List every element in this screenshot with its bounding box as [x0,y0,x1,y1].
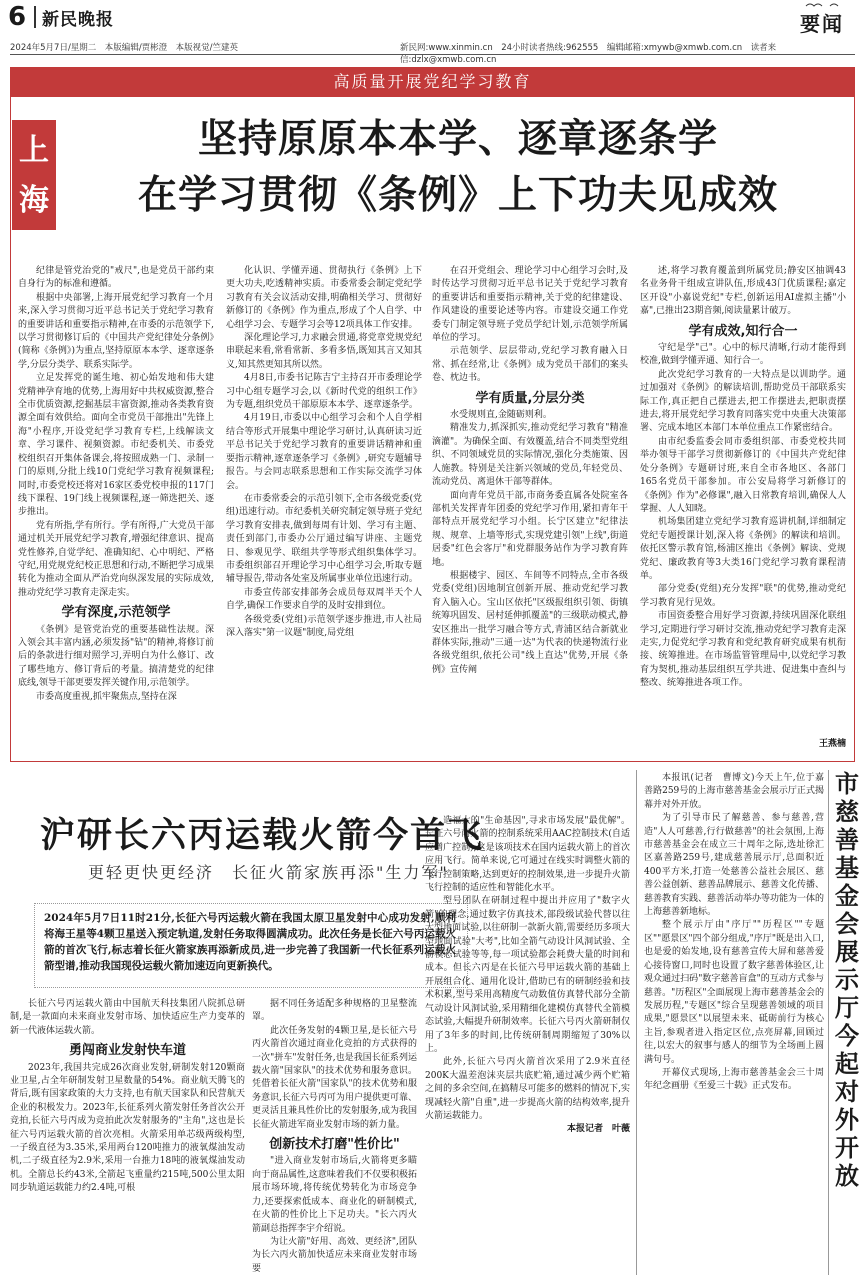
paragraph: 由市纪委监委会同市委组织部、市委党校共同举办领导干部学习贯彻新修订的《中国共产党纪律处分条例》专题研讨班,来自全市各地区、各部门165名党员干部参加。市公安局将学习新修订的《条例》作为"必修课",融入日常教育培训,确保人人掌握、人人知晓。 [640,436,846,514]
story1-column-2 [226,265,422,755]
paragraph: 此次任务发射的4颗卫星,是长征六号丙火箭首次通过商业化竞拍的方式获得的一次"拼车"发射任务,也是我国长征系列运载火箭"国家队"的技术优势和服务意识。凭借着长征火箭"国家队"的技术优势和服务意识,长征六号丙可为用户提供更可靠、更灵活且兼具性价比的发射服务,成为我国长征火箭进军商业发射市场的新力量。 [252,1025,417,1130]
story2-lead: 2024年5月7日11时21分,长征六号丙运载火箭在我国太原卫星发射中心成功发射,顺利将海王星等4颗卫星送入预定轨道,发射任务取得圆满成功。此次任务是长征六号丙运载火箭的首次飞行,标志着长征火箭家族再添新成员,进一步完善了我国新一代长征系列运载火箭型谱,推动我国现役运载火箭加速迈向更新换代。 [44,912,456,972]
paragraph: 本报讯(记者 曹博文)今天上午,位于嘉善路259号的上海市慈善基金会展示厅正式揭幕并对外开放。 [644,773,824,810]
story1-column-1 [18,265,214,755]
paragraph: 党有所指,学有所行。学有所得,广大党员干部通过机关开展党纪学习教育,增强纪律意识、提高党性修养,自觉学纪、准确知纪、心中明纪、严格守纪,用党规党纪校正思想和行动,不断把学习成果转化为推动全面从严治党向纵深发展的实际成效,推动党纪学习教育走深走实。 [18,520,214,598]
paper-name: 新民晚报 [42,10,114,30]
paragraph: 在市委常委会的示范引领下,全市各级党委(党组)迅速行动。市纪委机关研究制定领导班子党纪学习教育安排表,做到每周有计划、学习有主题、责任到部门,市委办公厅通过编写讲座、主题党日、参观见学、联组共学等形式组织集体学习。市委组织部召开理论学习中心组学习会,听取专题辅导报告,带动各处室及所属事业单位迅速行动。 [226,493,422,585]
story1-column-4 [640,265,846,755]
paragraph: 2023年,我国共完成26次商业发射,研制发射120颗商业卫星,占全年研制发射卫星数量的54%。商业航天腾飞的背后,既有国家政策的大力支持,也有航天国家队和民营航天企业的积极发力。2023年,长征系列火箭发射任务首次公开竞拍,长征六号丙成为竞拍此次发射服务的"主角",这也是长征六号丙运载火箭的首次亮相。火箭采用单芯级两级构型,一子级直径为3.35米,采用两台120吨推力的液氧煤油发动机,二子级直径为2.9米,采用一台推力18吨的液氧煤油发动机。全箭总长约43米,全箭起飞重量约215吨,500公里太阳同步轨道运载能力约2.4吨,可根 [10,1062,245,1194]
paragraph: 为让火箭"好用、高效、更经济",团队为长六丙火箭加快适应未来商业发射市场要 [252,1236,417,1274]
header-rule [10,54,855,55]
subhead: 学有深度,示范领学 [61,605,171,621]
meta-contacts: 新民网:www.xinmin.cn 24小时读者热线:962555 编辑邮箱:xmywb@xmwb.com.cn 读者来信:dzlx@xmwb.com.cn [400,43,777,65]
paragraph: 精准发力,抓深抓实,推动党纪学习教育"精准滴灌"。为确保全面、有效覆盖,结合不同类型党组织、不同领域党员的实际情况,强化分类施策、因人施教。特别是关注新兴领域的党员,年轻党员、流动党员、离退休干部等群体。 [432,423,628,488]
subhead: 学有质量,分层分类 [475,390,585,406]
headline-line1: 坚持原原本本学、逐章逐条学 [197,117,718,162]
story2-column-1 [10,998,245,1276]
paragraph: 开幕仪式现场,上海市慈善基金会三十周年纪念画册《至爱三十载》正式发布。 [644,1067,824,1092]
page-number: 6 [8,2,27,32]
story1-headline [68,112,848,224]
paragraph: 面向青年党员干部,市商务委直属各处院室各部机关发挥青年团委的党纪学习作用,紧扣青年干部特点开展党纪学习小组。长宁区建立"纪律法规、规章、上墙等形式,实现党建引领"上线",街道居委"红色会客厅"和党群服务站作为学习教育阵地。 [432,490,628,568]
paragraph: 各级党委(党组)示范领学逐步推进,市人社局深入落实"第一议题"制度,局党组 [226,614,422,638]
paragraph: 市委高度重视,抓牢聚焦点,坚持在深 [36,691,177,702]
headline-line2: 在学习贯彻《条例》上下功夫见成效 [137,173,778,218]
subhead: 勇闯商业发射快车道 [68,1043,186,1059]
paragraph: 水受规则直,金随砺则利。 [450,410,552,421]
paragraph: 市委宣传部安排部务会成员每双周半天个人自学,确保工作要求自学的及时安排到位。 [226,587,422,612]
paragraph: 长征六号丙运载火箭由中国航天科技集团八院抓总研制,是一款面向未来商业发射市场、加快适应生产力变革的新一代液体运载火箭。 [10,999,245,1036]
story1-banner: 高质量开展党纪学习教育 [10,67,855,97]
paragraph: 整个展示厅由"序厅""历程区""专题区""愿景区"四个部分组成,"序厅"既是出入口,也是爱的始发地,设有慈善宣传大屏和慈善爱心接待窗口,同时也设置了数字慈善体验区,让观众通过扫码"数字慈善盲盒"的互动方式参与慈善。"历程区"全面展现上海市慈善基金会的发展历程,"专题区"综合呈现慈善领域的项目成果,"愿景区"以展望未来、砥砺前行为核心主旨,参观者进入指定区位,点亮屏幕,回顾过往,以宏大的叙事与感人的细节为全场画上圆满句号。 [644,920,824,1065]
story2-subtitle: 更轻更快更经济 长征火箭家族再添"生力军" [88,863,449,882]
paragraph: 述,将学习教育覆盖到所属党员;静安区抽调43名业务骨干组成宣讲队伍,形成43门优质课程;嘉定区开设"小嘉说党纪"专栏,创新运用AI虚拟主播"小嘉",已推出23期音频,阅读量累计破万。 [640,266,846,317]
masthead [0,0,865,38]
paragraph: 在召开党组会、理论学习中心组学习会时,及时传达学习贯彻习近平总书记关于党纪学习教育的重要讲话和重要指示精神,关于党的纪律建设、作风建设的重要论述等内容。市建设交通工作党委专门制定领导班子党员学纪计划,示范领学所属单位的学习。 [432,266,628,344]
paragraph: 机场集团建立党纪学习教育巡讲机制,详细制定党纪专题授课计划,深入将《条例》的解读和培训。依托区警示教育馆,杨浦区推出《条例》解读、党规党纪、廉政教育等3大类16门党纪学习教育课程清单。 [640,517,846,581]
paragraph: 根据中央部署,上海开展党纪学习教育一个月来,深入学习贯彻习近平总书记关于党纪学习教育的重要讲话和重要指示精神,在市委的示范领学下,以学习贯彻修订后的《中国共产党纪律处分条例》(简称《条例》)为重点,坚持原原本本学、逐章逐条学,分层分类学、联系实际学。 [18,292,214,370]
section-label: 要闻 [800,12,844,36]
paragraph: 纪律是管党治党的"戒尺",也是党员干部约束自身行为的标准和遵循。 [18,266,214,290]
story2-column-2 [252,998,417,1276]
story3-vertical-headline: 市慈善基金会展示厅今起对外开放 [835,769,859,1190]
story2-column-3 [425,815,630,1276]
paragraph: 此外,长征六号丙火箭首次采用了2.9米直径200K大温差泡沫夹层共底贮箱,通过减少两个贮箱之间的多余空间,在搞精尽可能多的燃料的情况下,实现减轻火箭"自重",进一步提高火箭的结构效率,提升火箭运载能力。 [425,1057,630,1121]
paragraph: 深化理论学习,力求融会贯通,将党章党规党纪串联起来看,常看常新、多看多悟,既知其言又知其义,知其然更知其所以然。 [226,333,422,370]
story2-headline: 沪研长六丙运载火箭今首飞 [40,816,485,856]
paragraph: 为了引导市民了解慈善、参与慈善,营造"人人可慈善,行行做慈善"的社会氛围,上海市慈善基金会在成立三十周年之际,选址徐汇区嘉善路259号,建成慈善展示厅,总面积近400平方米,打造一处慈善公益社会展区、慈善公益创新、慈善品牌展示、慈善文化传播、慈善教育实践、慈善活动举办等功能为一体的上海慈善新地标。 [644,813,824,918]
vertical-divider [828,770,829,1275]
masthead-divider [34,6,36,28]
paragraph: 根据楼宇、园区、车间等不同特点,全市各级党委(党组)因地制宜创新开展、推动党纪学习教育入脑入心。宝山区依托"区级报组织引领、街镇统筹巩固发、居村延伸抓覆盖"的三级联动模式,静安区推出一批学习融合等方式,青浦区结合新就业群体实际,推动"三通一达"为代表的快递物流行业各级党组织,依托公司"线上直达"优势,开展《条例》宣传阐 [432,570,628,675]
paragraph: 部分党委(党组)充分发挥"联"的优势,推动党纪学习教育见行见效。 [640,584,846,608]
story1-column-3 [432,265,628,755]
story1-byline: 王燕楠 [760,738,846,752]
paragraph: 造福大的"生命基因",寻求市场发展"最优解"。长征六号丙火箭的控制系统采用AAC控制技术(自适应增广控制),这是该项技术在国内运载火箭上的首次应用飞行。简单来说,它可通过在线实时调整火箭的飞行控制策略,达到更好的控制效果,进一步提升火箭飞行控制的适应性和智能化水平。 [425,816,630,894]
subhead: 创新技术打磨"性价比" [269,1137,400,1153]
paragraph: 4月8日,市委书记陈吉宁主持召开市委理论学习中心组专题学习会,以《新时代党的组织工作》为专题,组织党员干部原原本本学、逐章逐条学。 [226,373,422,411]
paragraph: 示范领学、层层带动,党纪学习教育融入日常、抓在经常,让《条例》成为党员干部们的案头卷、枕边书。 [432,346,628,384]
paragraph: "进入商业发射市场后,火箭将更多瞄向于商品属性,这意味着我们不仅要积极拓展市场环境,将传统优势转化为市场竞争力,还要探索低成本、商业化的研制模式,在火箭的性价比上下足功夫。"长六丙火箭副总指挥李宇介绍说。 [252,1156,417,1234]
paragraph: 4月19日,市委以中心组学习会和个人自学相结合等形式开展集中理论学习研讨,认真研读习近平总书记关于党纪学习教育的重要讲话精神和重要指示精神,逐章逐条学习《条例》,研究专题辅导报告。与会同志联系思想和工作实际交流学习体会。 [226,413,422,491]
column-divider [636,770,637,1275]
paragraph: 据不同任务适配多种规格的卫星整流罩。 [252,999,417,1023]
paragraph: 市国资委整合用好学习资源,持续巩固深化联组学习,定期进行学习研讨交流,推动党纪学习教育走深走实,力促党纪学习教育和党纪教育研究成果有机衔接、统筹推进。在市场监管管理局中,以党纪学习教育为契机,推动基层组织互学共进、促进集中查纠与整改、统筹推进各项工作。 [640,611,846,689]
meta-line: 2024年5月7日/星期二 本版编辑/贾彬澄 本版视觉/竺建英 [10,43,239,53]
subhead: 学有成效,知行合一 [688,323,798,339]
story3-column [644,772,824,1276]
paragraph: 《条例》是管党治党的重要基础性法规。深入领会其丰富内涵,必须发扬"钻"的精神,将修订前后的条款进行细对照学习,弄明白为什么修订、改了哪些地方、修订背后的考量。搞清楚党的纪律底线,领导干部更要发挥关键作用,示范领学。 [18,624,214,689]
paragraph: 型号团队在研制过程中提出并应用了"数字火箭"的理念,通过数字仿真技术,部段级试验代替以往大型地面试验,以往研制一款新火箭,需要经历多项大型地面试验"大考",比如全箭气动设计风洞试验、全箭模态试验等等,每一项试验都会耗费大量的时间和成本。但长六丙是在长征六号甲运载火箭的基础上开展组合化、通用化设计,借助已有的研制经验和技术积累,型号采用高精度气动数值仿真替代部分全箭气动设计风洞试验,采用精细化建模仿真替代全箭模态试验,大幅提升研制效率。长征六号丙火箭研制仅用了3年多的时间,比传统研制周期缩短了30%以上。 [425,896,630,1054]
story2-byline: 本报记者 叶薇 [566,1124,630,1135]
city-tag: 上海 [12,120,56,230]
paragraph: 化认识、学懂弄通、贯彻执行《条例》上下更大功夫,吃透精神实质。市委常委会制定党纪学习教育有关会议活动安排,明确相关学习、贯彻好新修订的《条例》作为重点,形成了个人自学、中心组学习会、专题学习会等12项具体工作安排。 [226,266,422,330]
paragraph: 立足发挥党的诞生地、初心始发地和伟大建党精神孕育地的优势,上海用好中共权威资源,整合全市优质资源,挖掘基层丰富资源,推动各类教育资源全面有效供给。面向全市党员干部推出"先锋上海"小程序,开设党纪学习教育专栏,上线解读文章、学习课件、视频资源。市纪委机关、市委党校组织召开集体备课会,将按照成熟一门、录制一门的原则,分批上线10门党纪学习教育视频课程;同时,市委党校还将对16家区委党校申报的117门线下课程、19门线上视频课程,逐一筛选把关、逐步推出。 [18,373,214,518]
paragraph: 此次党纪学习教育的一大特点是以训助学。通过加强对《条例》的解读培训,帮助党员干部联系实际工作,真正把自己摆进去,把工作摆进去,把职责摆进去,将开展党纪学习教育同落实党中央重大决策部署、完成本地区本部门本单位重点工作紧密结合。 [640,369,846,434]
paragraph: 守纪是学"己"。心中的标尺清晰,行动才能得到校准,做到学懂弄通、知行合一。 [640,343,846,367]
